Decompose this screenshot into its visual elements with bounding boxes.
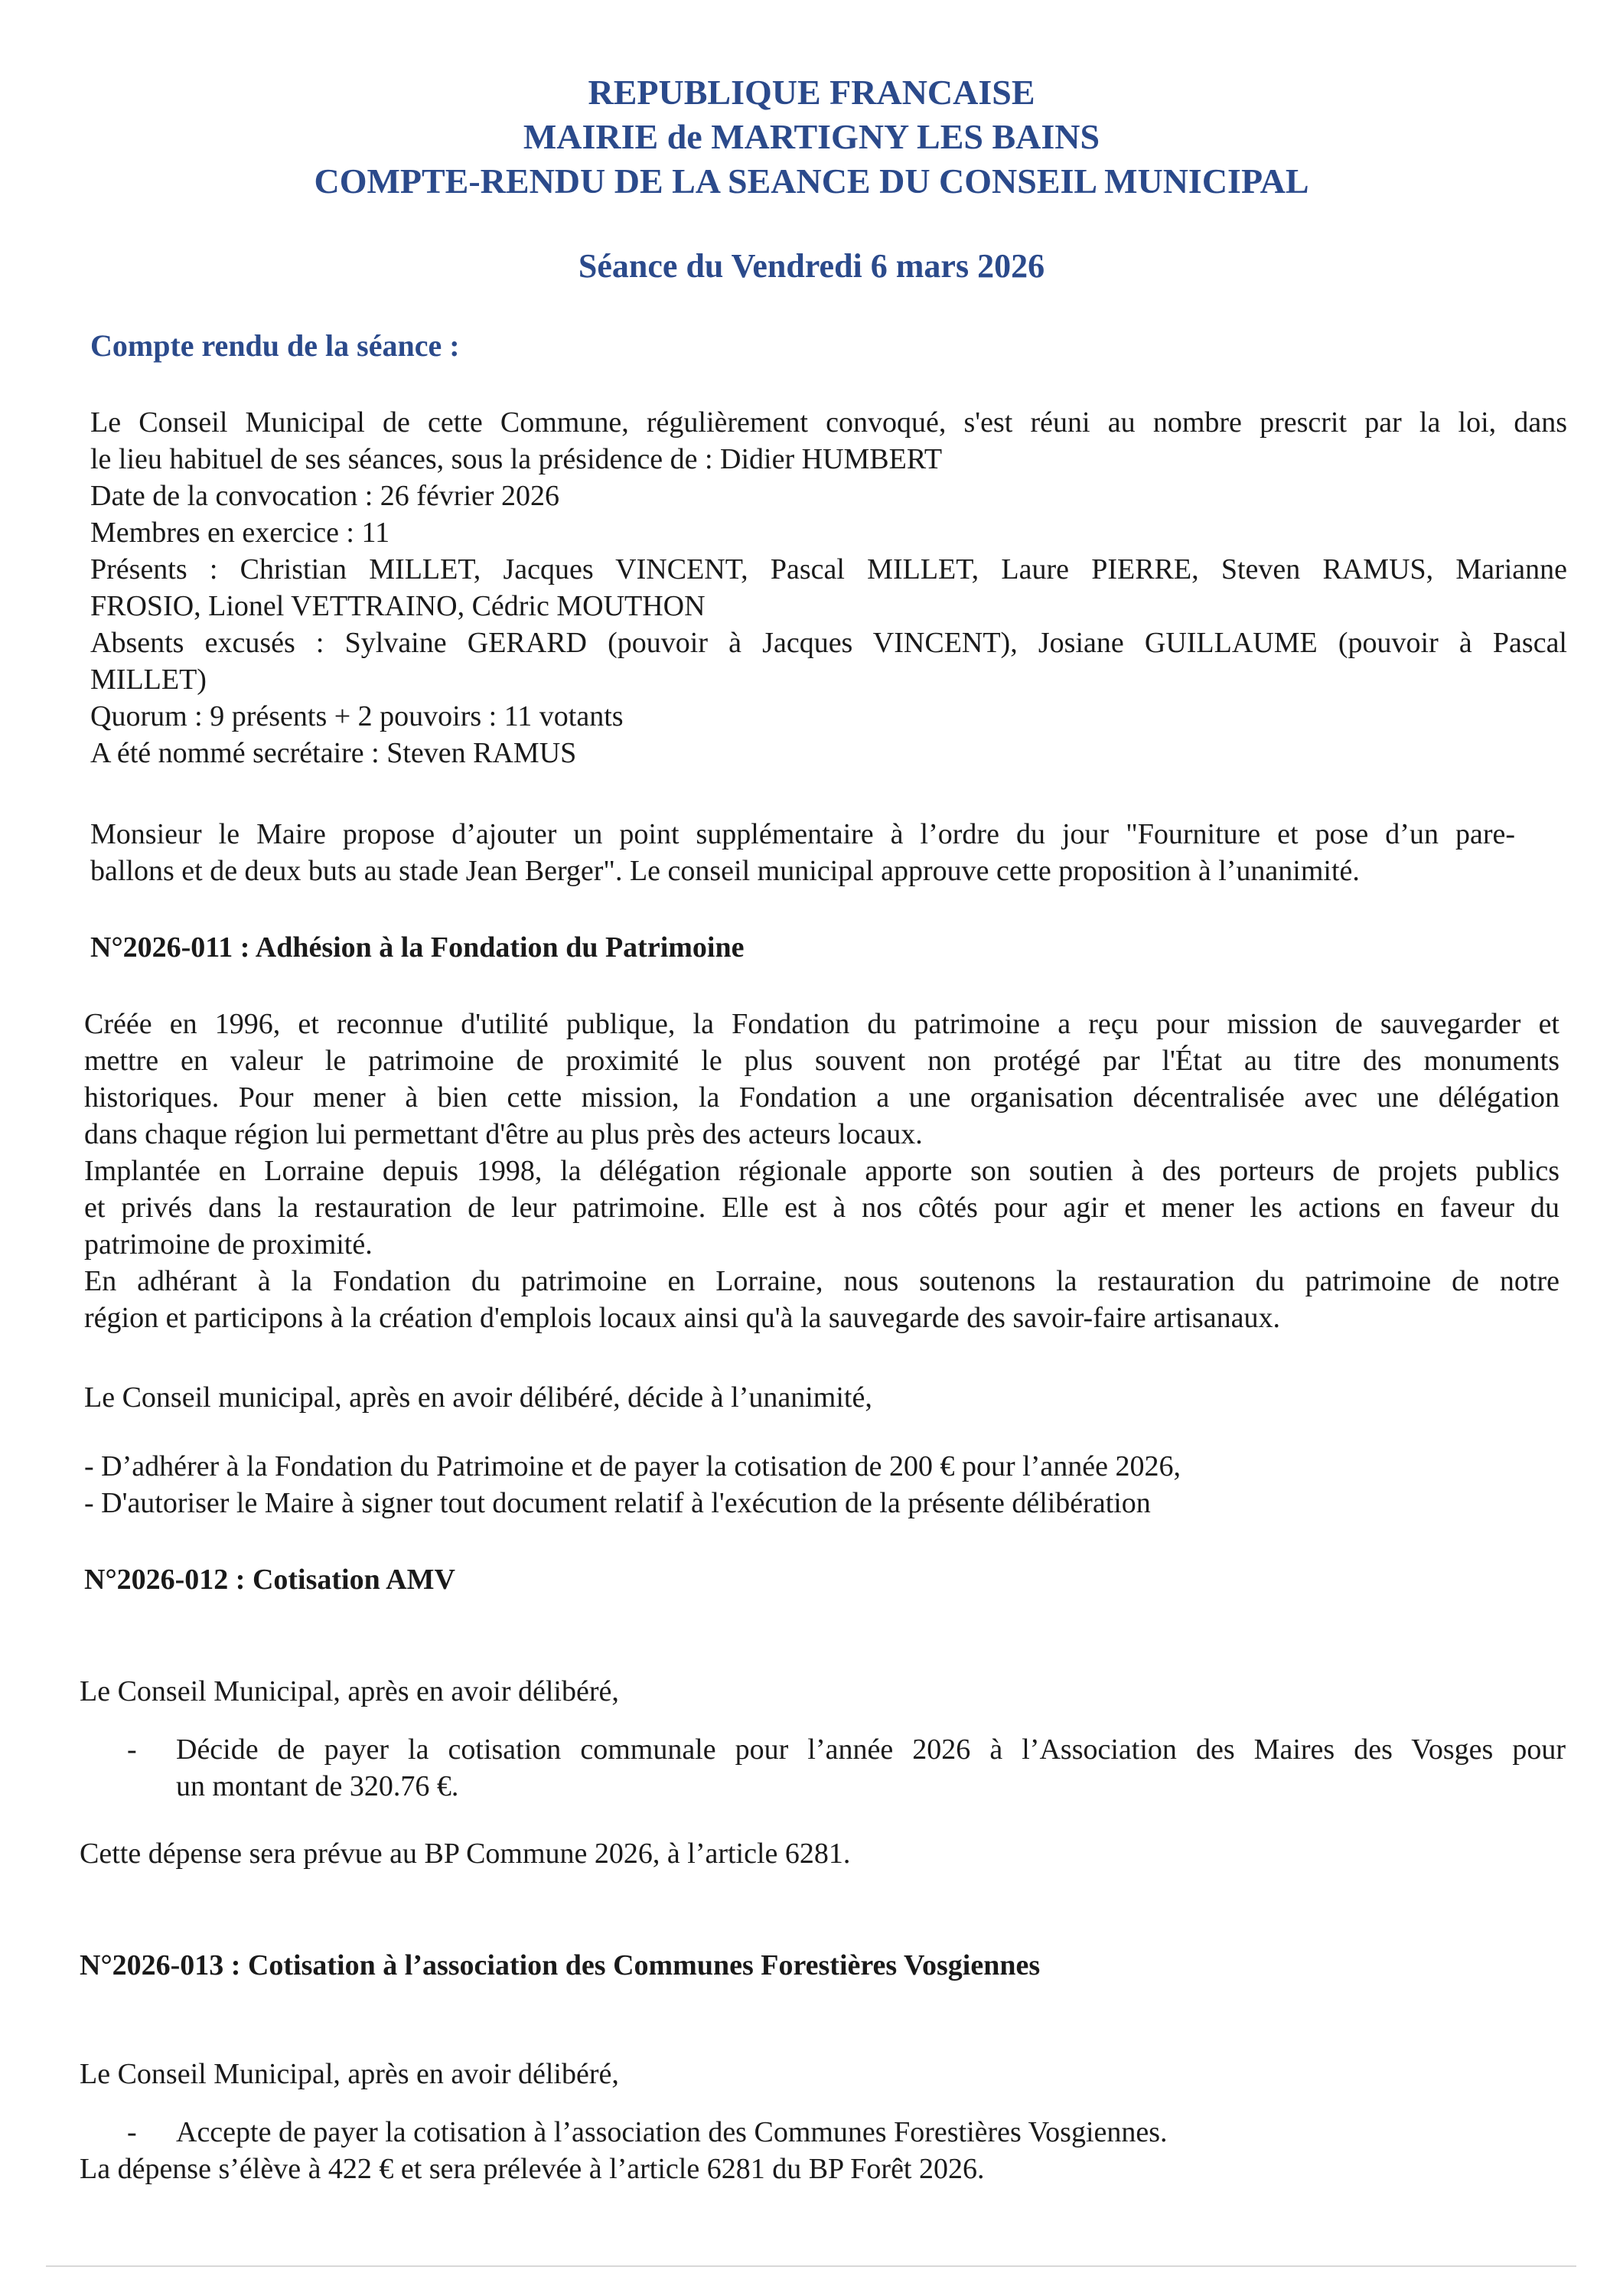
absents-line: Absents excusés : Sylvaine GERARD (pouvoir à Jacques VINCENT), Josiane GUILLAUME (pouvoir à Pascal [90,627,1567,659]
deliberation-012-title: N°2026-012 : Cotisation AMV [84,1564,455,1596]
deliberation-011-paragraph [84,1006,1559,1336]
bullet-line: Accepte de payer la cotisation à l’association des Communes Forestières Vosgiennes. [176,2116,1168,2148]
decision-intro: Le Conseil Municipal, après en avoir délibéré, [80,1675,619,1707]
deliberation-012-note [80,1835,1533,1872]
compte-rendu-label: Compte rendu de la séance : [90,328,460,363]
deliberation-013-title: N°2026-013 : Cotisation à l’association des Communes Forestières Vosgiennes [80,1949,1041,1981]
document-header [0,70,1623,204]
text-line: Implantée en Lorraine depuis 1998, la délégation régionale apporte son soutien à des porteurs de projets publics [84,1155,1559,1187]
deliberation-011-decisions [84,1448,1538,1521]
text-line: et privés dans la restauration de leur patrimoine. Elle est à nos côtés pour agir et mener les actions en faveur du [84,1192,1559,1224]
text-line: dans chaque région lui permettant d'être au plus près des acteurs locaux. [84,1118,923,1150]
decision-intro: Le Conseil Municipal, après en avoir délibéré, [80,2058,619,2090]
deliberation-011-title: N°2026-011 : Adhésion à la Fondation du Patrimoine [90,931,745,964]
header-republique: REPUBLIQUE FRANCAISE [588,73,1035,112]
bullet-dash: - [127,1733,137,1766]
text-line: patrimoine de proximité. [84,1228,373,1261]
secretaire: A été nommé secrétaire : Steven RAMUS [90,737,577,769]
header-compte-rendu: COMPTE-RENDU DE LA SEANCE DU CONSEIL MUNICIPAL [314,161,1309,201]
text-line: mettre en valeur le patrimoine de proximité le plus souvent non protégé par l'État au titre des monuments [84,1045,1559,1077]
bullet-dash: - [127,2116,137,2148]
bullet-line: Décide de payer la cotisation communale pour l’année 2026 à l’Association des Maires des Vosges pour [176,1733,1566,1766]
presents-line: Présents : Christian MILLET, Jacques VINCENT, Pascal MILLET, Laure PIERRE, Steven RAMUS, Marianne [90,553,1567,585]
deliberation-013-bullet [127,2114,1504,2151]
proposal-paragraph [90,816,1515,889]
deliberation-012-bullet [127,1731,1566,1805]
deliberation-011-decision-intro [84,1379,1538,1416]
decision-intro: Le Conseil municipal, après en avoir délibéré, décide à l’unanimité, [84,1381,872,1414]
presents-line: FROSIO, Lionel VETTRAINO, Cédric MOUTHON [90,590,706,622]
proposal-line: ballons et de deux buts au stade Jean Berger". Le conseil municipal approuve cette proposition à l’unanimité. [90,855,1360,887]
page-bottom-divider [46,2265,1576,2267]
convocation-date: Date de la convocation : 26 février 2026 [90,480,560,512]
text-line: historiques. Pour mener à bien cette mission, la Fondation a une organisation décentralisée avec une délégation [84,1081,1559,1114]
deliberation-012-intro [80,1673,1533,1710]
text-line: région et participons à la création d'emplois locaux ainsi qu'à la sauvegarde des savoir-faire artisanaux. [84,1302,1280,1334]
decision-item: - D'autoriser le Maire à signer tout document relatif à l'exécution de la présente délibération [84,1487,1151,1519]
intro-line: Le Conseil Municipal de cette Commune, régulièrement convoqué, s'est réuni au nombre prescrit par la loi, dans [90,406,1567,439]
budget-note: La dépense s’élève à 422 € et sera prélevée à l’article 6281 du BP Forêt 2026. [80,2153,985,2185]
deliberation-013-intro [80,2056,1533,2092]
seance-date: Séance du Vendredi 6 mars 2026 [578,247,1045,285]
membres-en-exercice: Membres en exercice : 11 [90,517,390,549]
proposal-line: Monsieur le Maire propose d’ajouter un point supplémentaire à l’ordre du jour "Fourniture et pose d’un pare- [90,818,1515,850]
absents-line: MILLET) [90,664,207,696]
quorum: Quorum : 9 présents + 2 pouvoirs : 11 votants [90,700,624,732]
text-line: En adhérant à la Fondation du patrimoine en Lorraine, nous soutenons la restauration du patrimoine de notre [84,1265,1559,1297]
budget-note: Cette dépense sera prévue au BP Commune 2026, à l’article 6281. [80,1838,851,1870]
deliberation-013-note [80,2151,1533,2187]
bullet-line: un montant de 320.76 €. [176,1770,459,1802]
intro-line: le lieu habituel de ses séances, sous la présidence de : Didier HUMBERT [90,443,943,475]
header-mairie: MAIRIE de MARTIGNY LES BAINS [523,117,1100,156]
intro-paragraph [90,404,1567,771]
text-line: Créée en 1996, et reconnue d'utilité publique, la Fondation du patrimoine a reçu pour mission de sauvegarder et [84,1008,1559,1040]
decision-item: - D’adhérer à la Fondation du Patrimoine et de payer la cotisation de 200 € pour l’année 2026, [84,1450,1181,1482]
